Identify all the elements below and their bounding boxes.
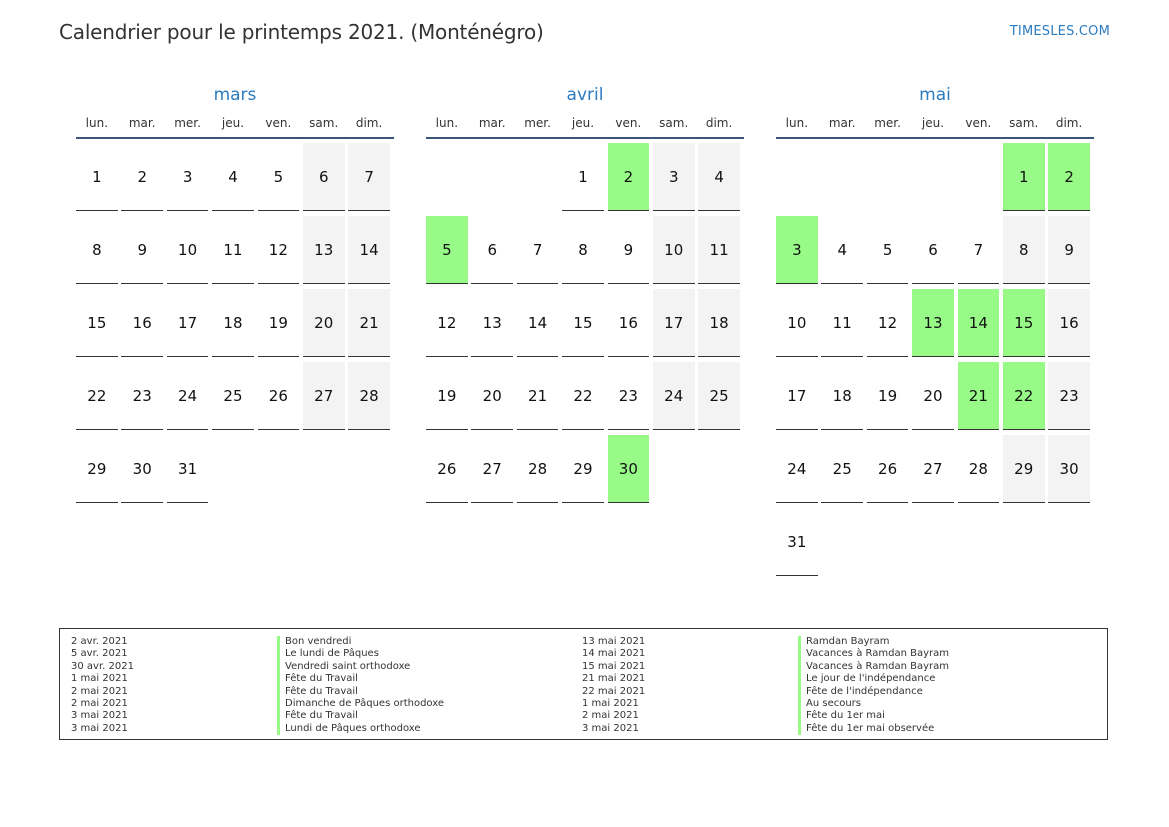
day-cell: 18 (821, 362, 863, 430)
month-calendar-may (776, 84, 1094, 576)
day-cell: 5 (258, 143, 300, 211)
legend-holiday-name: Fête du Travail (277, 710, 444, 722)
legend-holiday-name: Fête du Travail (277, 686, 444, 698)
holiday-day-cell: 2 (608, 143, 650, 211)
legend-date: 13 mai 2021 (582, 636, 646, 647)
month-name: avril (566, 85, 604, 105)
empty-day-cell (426, 143, 468, 211)
day-cell: 10 (653, 216, 695, 284)
legend-date: 3 mai 2021 (71, 722, 128, 734)
day-cell: 31 (167, 435, 209, 503)
day-cell: 26 (426, 435, 468, 503)
weekday-label: mar. (478, 116, 506, 130)
day-cell: 6 (303, 143, 345, 211)
day-cell: 25 (212, 362, 254, 430)
day-cell: 1 (76, 143, 118, 211)
day-cell: 8 (1003, 216, 1045, 284)
day-cell: 12 (258, 216, 300, 284)
weekday-label: lun. (435, 116, 459, 130)
legend-dates-left (71, 636, 134, 735)
day-cell: 27 (912, 435, 954, 503)
day-cell: 13 (471, 289, 513, 357)
weekday-label: lun. (785, 116, 809, 130)
day-cell: 17 (776, 362, 818, 430)
legend-date: 3 mai 2021 (71, 710, 128, 722)
legend-date: 2 mai 2021 (582, 710, 639, 722)
legend-date: 15 mai 2021 (582, 660, 646, 672)
empty-day-cell (958, 143, 1000, 211)
day-cell: 25 (698, 362, 740, 430)
legend-names-right (798, 636, 949, 735)
empty-day-cell (912, 143, 954, 211)
weekday-label: mar. (828, 116, 856, 130)
day-cell: 8 (562, 216, 604, 284)
day-cell: 18 (698, 289, 740, 357)
legend-holiday-name: Vacances à Ramdan Bayram (798, 661, 949, 673)
day-cell: 12 (426, 289, 468, 357)
day-cell: 20 (471, 362, 513, 430)
day-cell: 11 (698, 216, 740, 284)
weekday-label: lun. (85, 116, 109, 130)
weekday-label: sam. (309, 116, 339, 130)
day-cell: 16 (608, 289, 650, 357)
day-cell: 26 (258, 362, 300, 430)
weekday-label: ven. (265, 116, 292, 130)
day-cell: 24 (653, 362, 695, 430)
legend-holiday-name: Lundi de Pâques orthodoxe (277, 723, 444, 735)
holiday-day-cell: 1 (1003, 143, 1045, 211)
weekday-label: jeu. (571, 116, 595, 130)
month-calendar-april (426, 84, 744, 503)
day-cell: 5 (867, 216, 909, 284)
holiday-day-cell: 14 (958, 289, 1000, 357)
day-cell: 4 (212, 143, 254, 211)
day-cell: 28 (348, 362, 390, 430)
empty-day-cell (517, 143, 559, 211)
day-cell: 30 (121, 435, 163, 503)
day-cell: 22 (562, 362, 604, 430)
weekday-header (776, 115, 1094, 139)
day-cell: 11 (212, 216, 254, 284)
legend-holiday-name: Au secours (798, 698, 949, 710)
holiday-day-cell: 2 (1048, 143, 1090, 211)
day-cell: 4 (821, 216, 863, 284)
day-cell: 26 (867, 435, 909, 503)
day-cell: 31 (776, 508, 818, 576)
weekday-label: dim. (355, 116, 383, 130)
day-cell: 20 (303, 289, 345, 357)
legend-date: 2 avr. 2021 (71, 636, 128, 647)
weekday-label: jeu. (221, 116, 245, 130)
holiday-legend (59, 628, 1108, 740)
day-cell: 29 (562, 435, 604, 503)
holiday-day-cell: 22 (1003, 362, 1045, 430)
day-cell: 3 (653, 143, 695, 211)
day-cell: 21 (517, 362, 559, 430)
day-cell: 30 (1048, 435, 1090, 503)
legend-date: 1 mai 2021 (71, 673, 128, 685)
days-grid (776, 143, 1094, 576)
legend-holiday-name: Fête du 1er mai observée (798, 723, 949, 735)
day-cell: 16 (121, 289, 163, 357)
legend-holiday-name: Le jour de l'indépendance (798, 673, 949, 685)
day-cell: 14 (348, 216, 390, 284)
day-cell: 16 (1048, 289, 1090, 357)
weekday-header (426, 115, 744, 139)
legend-holiday-name: Fête du Travail (277, 673, 444, 685)
day-cell: 11 (821, 289, 863, 357)
month-name: mai (919, 85, 951, 105)
holiday-day-cell: 13 (912, 289, 954, 357)
day-cell: 15 (76, 289, 118, 357)
legend-date: 5 avr. 2021 (71, 648, 128, 660)
day-cell: 27 (471, 435, 513, 503)
days-grid (76, 143, 394, 503)
day-cell: 4 (698, 143, 740, 211)
day-cell: 2 (121, 143, 163, 211)
weekday-label: ven. (615, 116, 642, 130)
legend-date: 2 mai 2021 (71, 698, 128, 710)
day-cell: 23 (608, 362, 650, 430)
site-link[interactable]: TIMESLES.COM (1009, 24, 1110, 39)
legend-date: 30 avr. 2021 (71, 660, 134, 672)
day-cell: 7 (517, 216, 559, 284)
day-cell: 17 (167, 289, 209, 357)
weekday-label: mar. (128, 116, 156, 130)
day-cell: 24 (776, 435, 818, 503)
legend-dates-right (582, 636, 645, 735)
empty-day-cell (867, 143, 909, 211)
day-cell: 10 (776, 289, 818, 357)
empty-day-cell (821, 143, 863, 211)
weekday-header (76, 115, 394, 139)
holiday-day-cell: 15 (1003, 289, 1045, 357)
legend-holiday-name: Ramdan Bayram (798, 636, 949, 648)
day-cell: 25 (821, 435, 863, 503)
weekday-label: dim. (1055, 116, 1083, 130)
day-cell: 21 (348, 289, 390, 357)
day-cell: 12 (867, 289, 909, 357)
legend-holiday-name: Vendredi saint orthodoxe (277, 661, 444, 673)
day-cell: 23 (1048, 362, 1090, 430)
weekday-label: mer. (874, 116, 901, 130)
day-cell: 15 (562, 289, 604, 357)
day-cell: 9 (121, 216, 163, 284)
legend-holiday-name: Dimanche de Pâques orthodoxe (277, 698, 444, 710)
day-cell: 6 (912, 216, 954, 284)
holiday-day-cell: 5 (426, 216, 468, 284)
legend-date: 22 mai 2021 (582, 685, 646, 697)
legend-holiday-name: Bon vendredi (277, 636, 444, 648)
day-cell: 28 (517, 435, 559, 503)
weekday-label: mer. (174, 116, 201, 130)
day-cell: 19 (258, 289, 300, 357)
day-cell: 7 (958, 216, 1000, 284)
empty-day-cell (776, 143, 818, 211)
day-cell: 3 (167, 143, 209, 211)
day-cell: 27 (303, 362, 345, 430)
holiday-day-cell: 21 (958, 362, 1000, 430)
legend-date: 3 mai 2021 (582, 722, 639, 734)
day-cell: 29 (1003, 435, 1045, 503)
empty-day-cell (471, 143, 513, 211)
month-name: mars (213, 85, 257, 105)
legend-date: 14 mai 2021 (582, 648, 646, 660)
day-cell: 7 (348, 143, 390, 211)
legend-holiday-name: Fête de l'indépendance (798, 686, 949, 698)
day-cell: 9 (1048, 216, 1090, 284)
day-cell: 19 (867, 362, 909, 430)
weekday-label: sam. (1009, 116, 1039, 130)
weekday-label: sam. (659, 116, 689, 130)
day-cell: 14 (517, 289, 559, 357)
weekday-label: jeu. (921, 116, 945, 130)
legend-date: 2 mai 2021 (71, 685, 128, 697)
holiday-day-cell: 30 (608, 435, 650, 503)
day-cell: 1 (562, 143, 604, 211)
month-calendar-march (76, 84, 394, 503)
day-cell: 19 (426, 362, 468, 430)
day-cell: 18 (212, 289, 254, 357)
day-cell: 13 (303, 216, 345, 284)
day-cell: 8 (76, 216, 118, 284)
day-cell: 17 (653, 289, 695, 357)
page-title: Calendrier pour le printemps 2021. (Monténégro) (59, 20, 544, 44)
holiday-day-cell: 3 (776, 216, 818, 284)
day-cell: 24 (167, 362, 209, 430)
legend-holiday-name: Fête du 1er mai (798, 710, 949, 722)
weekday-label: dim. (705, 116, 733, 130)
legend-holiday-name: Le lundi de Pâques (277, 648, 444, 660)
weekday-label: mer. (524, 116, 551, 130)
day-cell: 22 (76, 362, 118, 430)
weekday-label: ven. (965, 116, 992, 130)
day-cell: 23 (121, 362, 163, 430)
days-grid (426, 143, 744, 503)
day-cell: 29 (76, 435, 118, 503)
legend-date: 21 mai 2021 (582, 673, 646, 685)
day-cell: 6 (471, 216, 513, 284)
day-cell: 28 (958, 435, 1000, 503)
day-cell: 20 (912, 362, 954, 430)
legend-holiday-name: Vacances à Ramdan Bayram (798, 648, 949, 660)
legend-names-left (277, 636, 444, 735)
day-cell: 10 (167, 216, 209, 284)
legend-date: 1 mai 2021 (582, 698, 639, 710)
day-cell: 9 (608, 216, 650, 284)
